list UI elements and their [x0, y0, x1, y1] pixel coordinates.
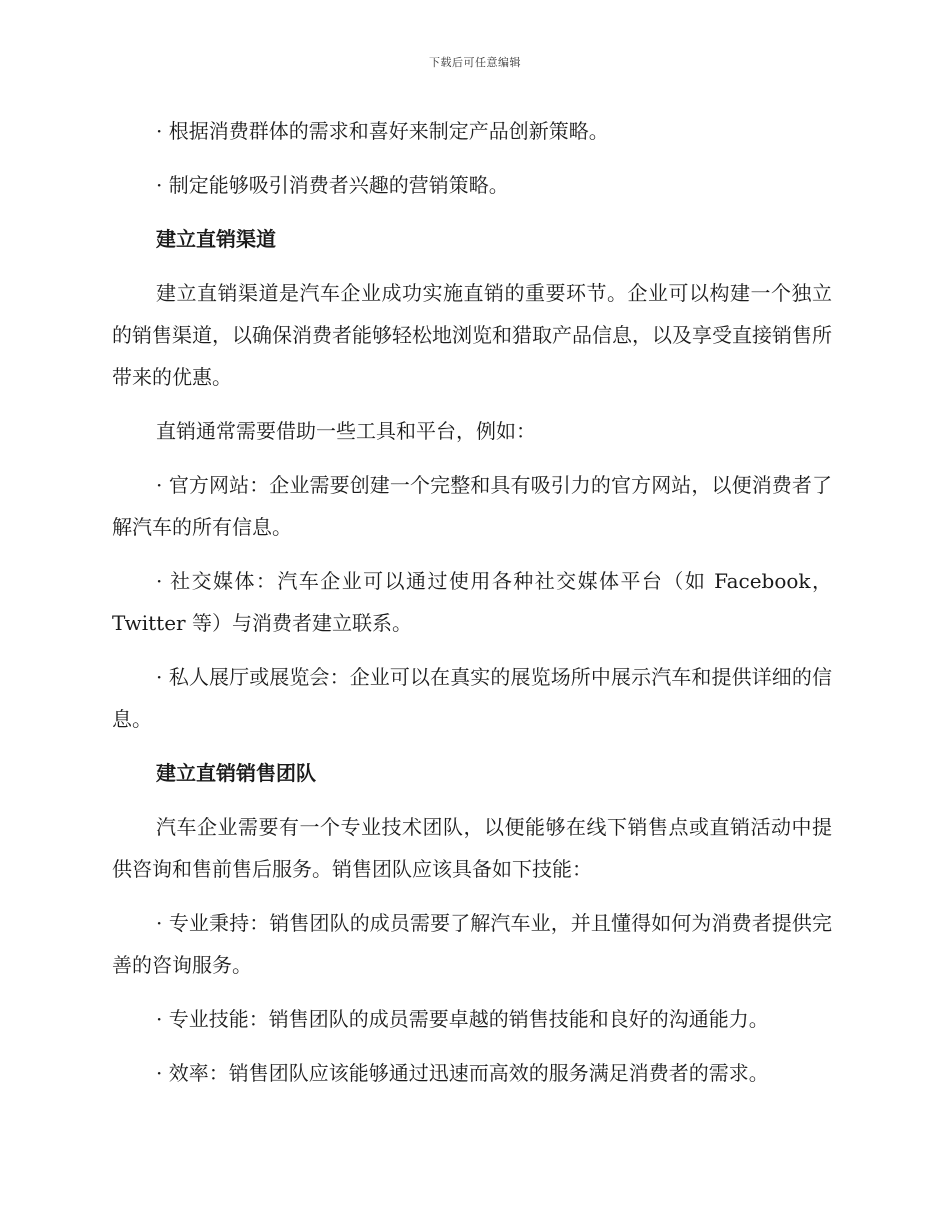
bullet-professional-skills: · 专业技能：销售团队的成员需要卓越的销售技能和良好的沟通能力。 — [156, 1007, 769, 1031]
bullet-official-website: · 官方网站：企业需要创建一个完整和具有吸引力的官方网站，以便消费者了解汽车的所有信息。 — [112, 473, 832, 539]
section-heading-direct-channel: 建立直销渠道 — [156, 227, 276, 251]
section-heading-sales-team: 建立直销销售团队 — [156, 761, 316, 785]
bullet-professional-attitude: · 专业秉持：销售团队的成员需要了解汽车业，并且懂得如何为消费者提供完善的咨询服务。 — [112, 911, 832, 977]
page-header: 下载后可任意编辑 — [429, 56, 521, 69]
paragraph-tools-platforms: 直销通常需要借助一些工具和平台，例如： — [156, 419, 536, 443]
document-body — [112, 110, 832, 1106]
bullet-marketing-strategy: · 制定能够吸引消费者兴趣的营销策略。 — [156, 173, 509, 197]
bullet-showroom: · 私人展厅或展览会：企业可以在真实的展览场所中展示汽车和提供详细的信息。 — [112, 665, 832, 731]
paragraph-direct-channel: 建立直销渠道是汽车企业成功实施直销的重要环节。企业可以构建一个独立的销售渠道，以确保消费者能够轻松地浏览和猎取产品信息，以及享受直接销售所带来的优惠。 — [112, 281, 832, 389]
bullet-product-innovation: · 根据消费群体的需求和喜好来制定产品创新策略。 — [156, 119, 609, 143]
bullet-efficiency: · 效率：销售团队应该能够通过迅速而高效的服务满足消费者的需求。 — [156, 1061, 769, 1085]
paragraph-sales-team: 汽车企业需要有一个专业技术团队，以便能够在线下销售点或直销活动中提供咨询和售前售后服务。销售团队应该具备如下技能： — [112, 815, 832, 881]
bullet-social-media: · 社交媒体：汽车企业可以通过使用各种社交媒体平台（如 Facebook，Twitter 等）与消费者建立联系。 — [112, 569, 832, 635]
